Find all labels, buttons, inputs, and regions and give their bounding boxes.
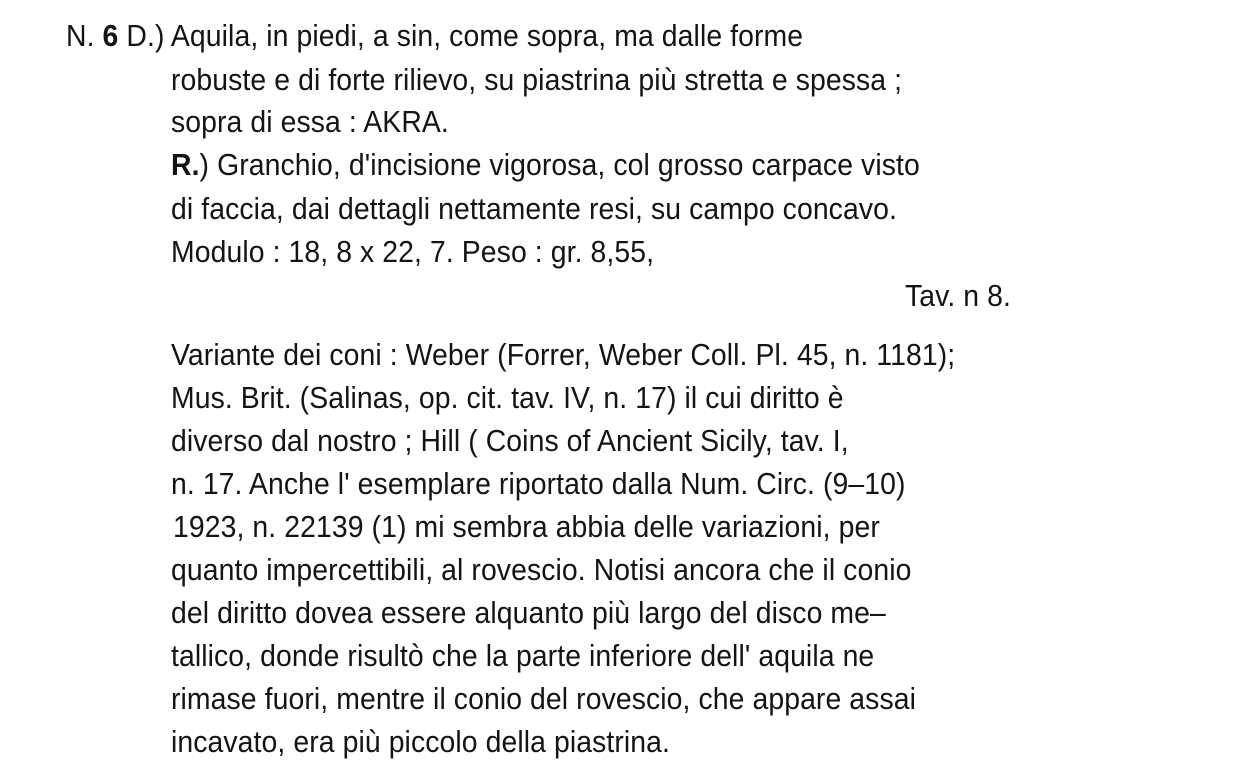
obverse-label: D. — [126, 19, 155, 53]
entry-header-line — [66, 17, 803, 55]
reverse-label: R. — [171, 148, 200, 182]
obverse-legend-prefix: sopra di essa : — [171, 105, 357, 139]
entry-number: 6 — [102, 19, 119, 53]
obverse-description-line-2: robuste e di forte rilievo, su piastrina più stretta e spessa ; — [171, 63, 903, 97]
variants-line-7: del diritto dovea essere alquanto più largo del disco me– — [171, 596, 886, 630]
variants-line-9: rimase fuori, mentre il conio del rovescio, che appare assai — [171, 682, 917, 716]
plate-reference: Tav. n 8. — [905, 279, 1011, 313]
variants-line-1: Variante dei coni : Weber (Forrer, Weber Coll. Pl. 45, n. 1181); — [171, 338, 956, 372]
variants-line-3: diverso dal nostro ; Hill ( Coins of Ancient Sicily, tav. I, — [171, 424, 849, 458]
variants-line-4: n. 17. Anche l' esemplare riportato dalla Num. Circ. (9–10) — [171, 467, 906, 501]
reverse-description-text: Granchio, d'incisione vigorosa, col grosso carpace visto — [217, 148, 920, 182]
variants-line-6: quanto impercettibili, al rovescio. Notisi ancora che il conio — [171, 553, 912, 587]
variants-line-8: tallico, donde risultò che la parte inferiore dell' aquila ne — [171, 639, 875, 673]
measurements-line: Modulo : 18, 8 x 22, 7. Peso : gr. 8,55, — [171, 235, 655, 269]
reverse-description-line-1 — [171, 146, 920, 184]
obverse-description-line-3 — [171, 103, 449, 141]
reverse-paren: ) — [199, 148, 210, 182]
variants-line-10: incavato, era più piccolo della piastrina. — [171, 725, 671, 759]
reverse-description-line-2: di faccia, dai dettagli nettamente resi, su campo concavo. — [171, 192, 897, 226]
entry-number-prefix: N. — [66, 19, 95, 53]
obverse-legend: AKRA. — [363, 105, 449, 139]
obverse-description-line-1: Aquila, in piedi, a sin, come sopra, ma dalle forme — [170, 19, 804, 53]
variants-line-2: Mus. Brit. (Salinas, op. cit. tav. IV, n. 17) il cui diritto è — [171, 381, 844, 415]
variants-line-5: 1923, n. 22139 (1) mi sembra abbia delle variazioni, per — [173, 510, 880, 544]
obverse-paren: ) — [154, 19, 165, 53]
